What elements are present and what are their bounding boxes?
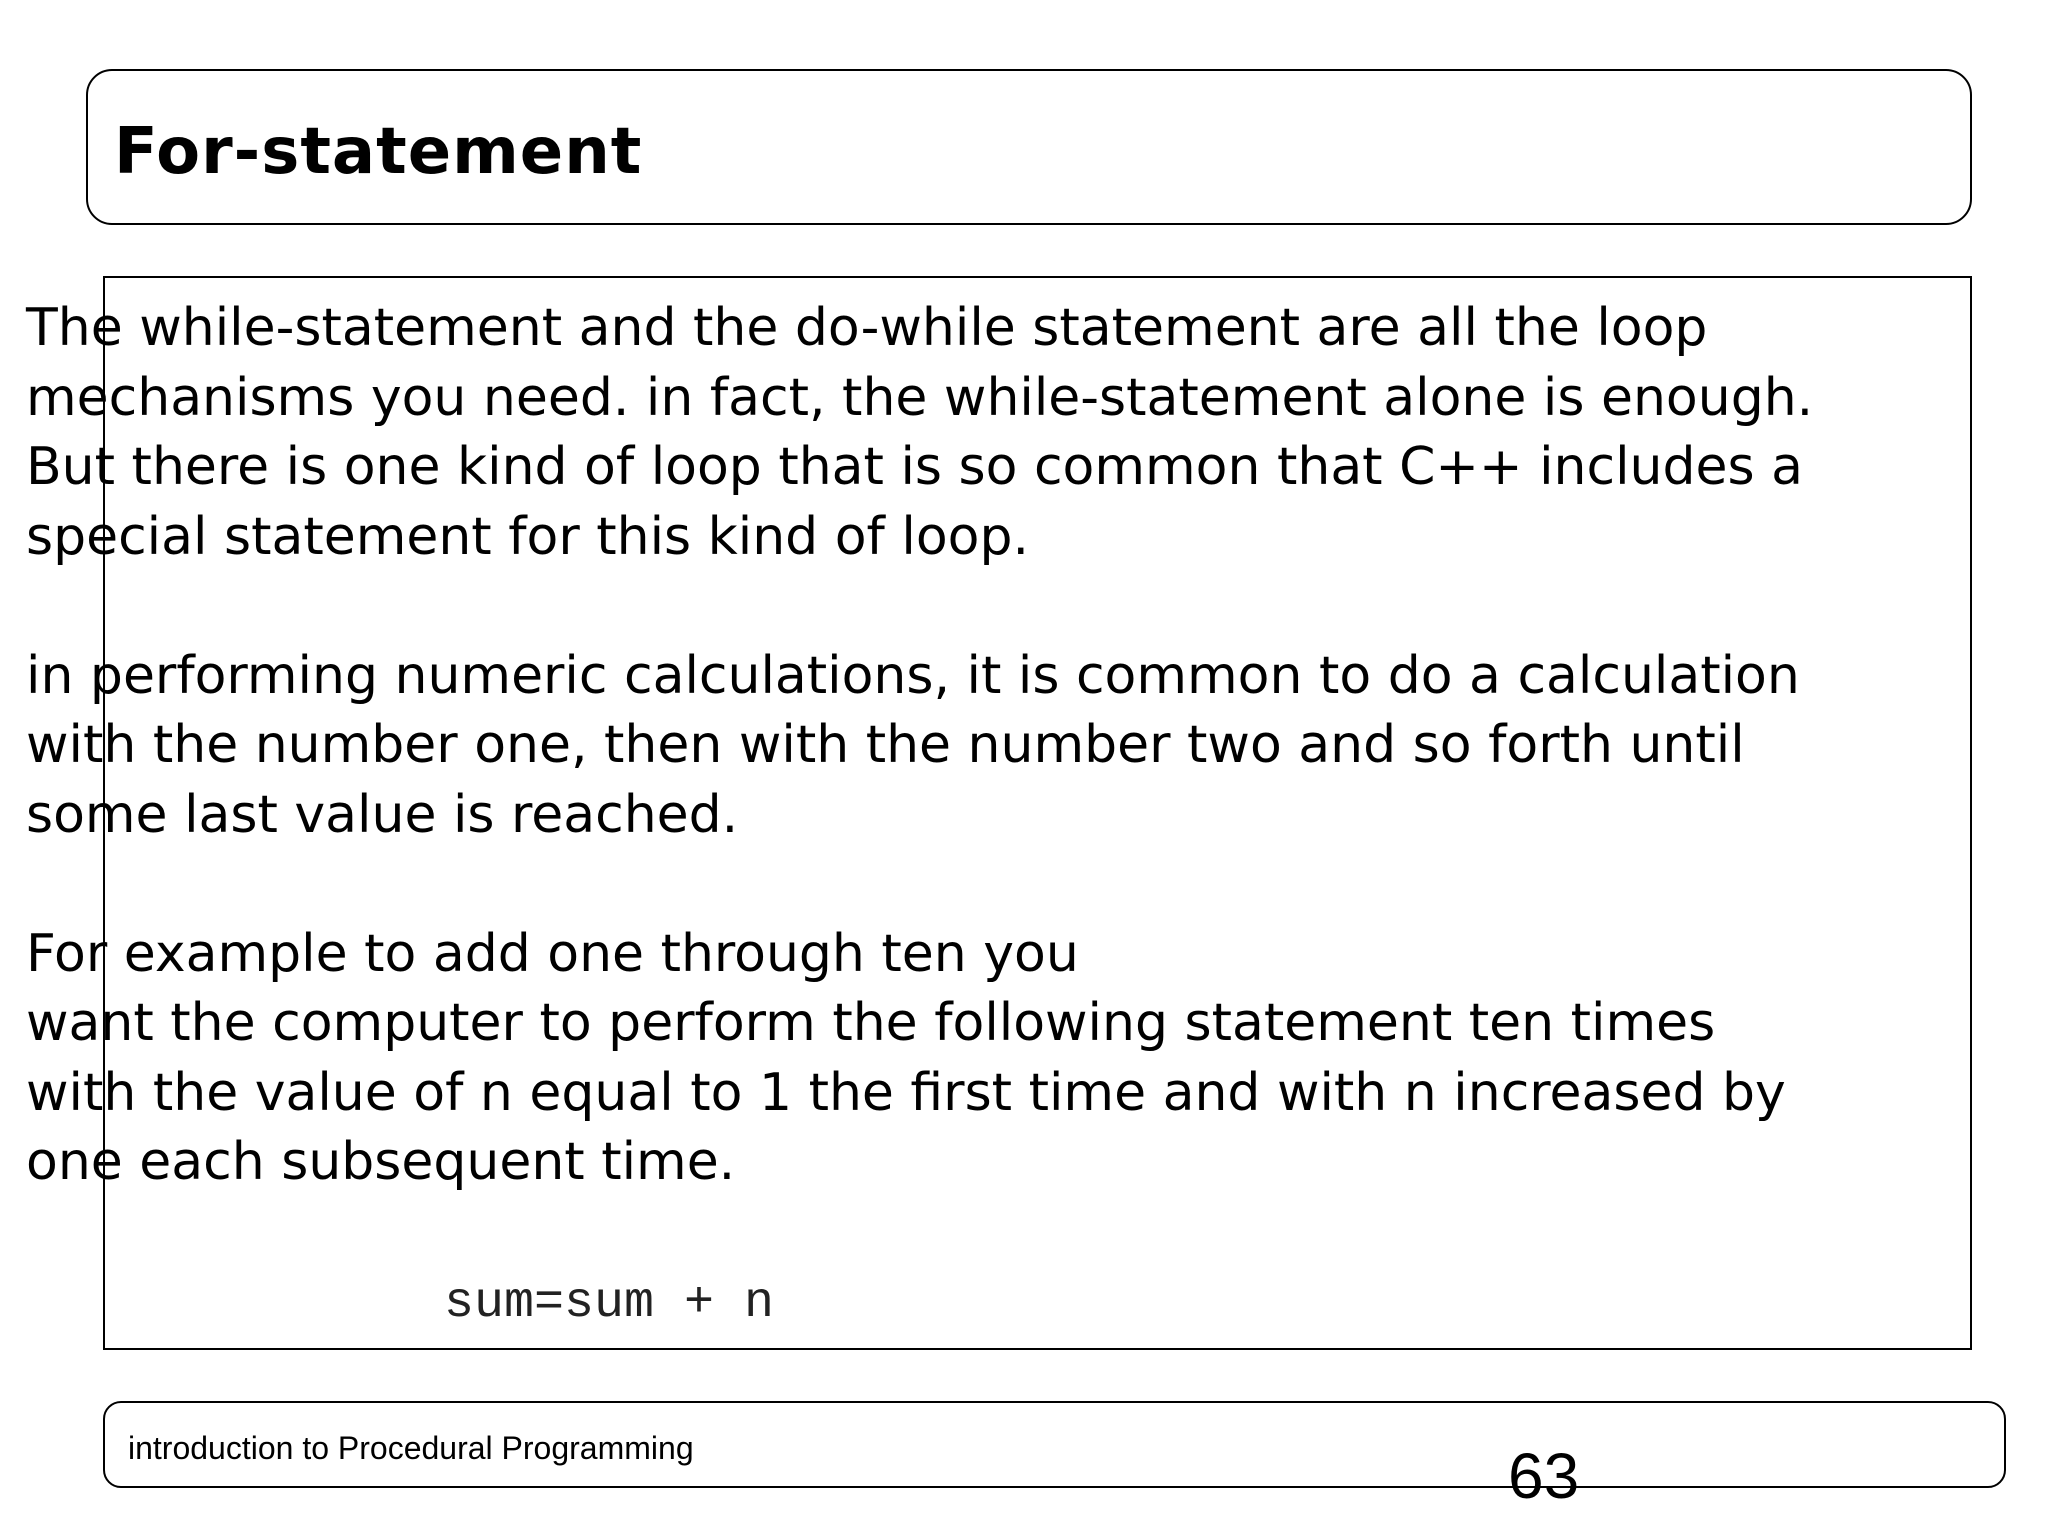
text-line: with the value of n equal to 1 the first time and with n increased by xyxy=(26,1062,1786,1123)
paragraph-example xyxy=(26,920,1926,1198)
code-statement: sum=sum + n xyxy=(444,1275,775,1332)
text-line: The while-statement and the do-while statement are all the loop xyxy=(26,298,1708,358)
paragraph-numeric xyxy=(26,642,1926,851)
body-text xyxy=(26,294,1926,1198)
text-line: For example to add one through ten you xyxy=(26,923,1079,984)
text-line: some last value is reached. xyxy=(26,784,739,845)
text-line: But there is one kind of loop that is so common that C++ includes a xyxy=(26,437,1803,497)
slide-title: For-statement xyxy=(114,115,643,189)
text-line: mechanisms you need. in fact, the while-statement alone is enough. xyxy=(26,367,1814,428)
text-line: special statement for this kind of loop. xyxy=(26,506,1029,567)
page-number: 63 xyxy=(1508,1440,1580,1512)
text-line: in performing numeric calculations, it is common to do a calculation xyxy=(26,645,1800,706)
footer-caption: introduction to Procedural Programming xyxy=(128,1430,694,1466)
text-line: with the number one, then with the number two and so forth until xyxy=(26,715,1745,775)
paragraph-intro xyxy=(26,294,1926,572)
text-line: want the computer to perform the following statement ten times xyxy=(26,993,1716,1053)
text-line: one each subsequent time. xyxy=(26,1132,736,1192)
